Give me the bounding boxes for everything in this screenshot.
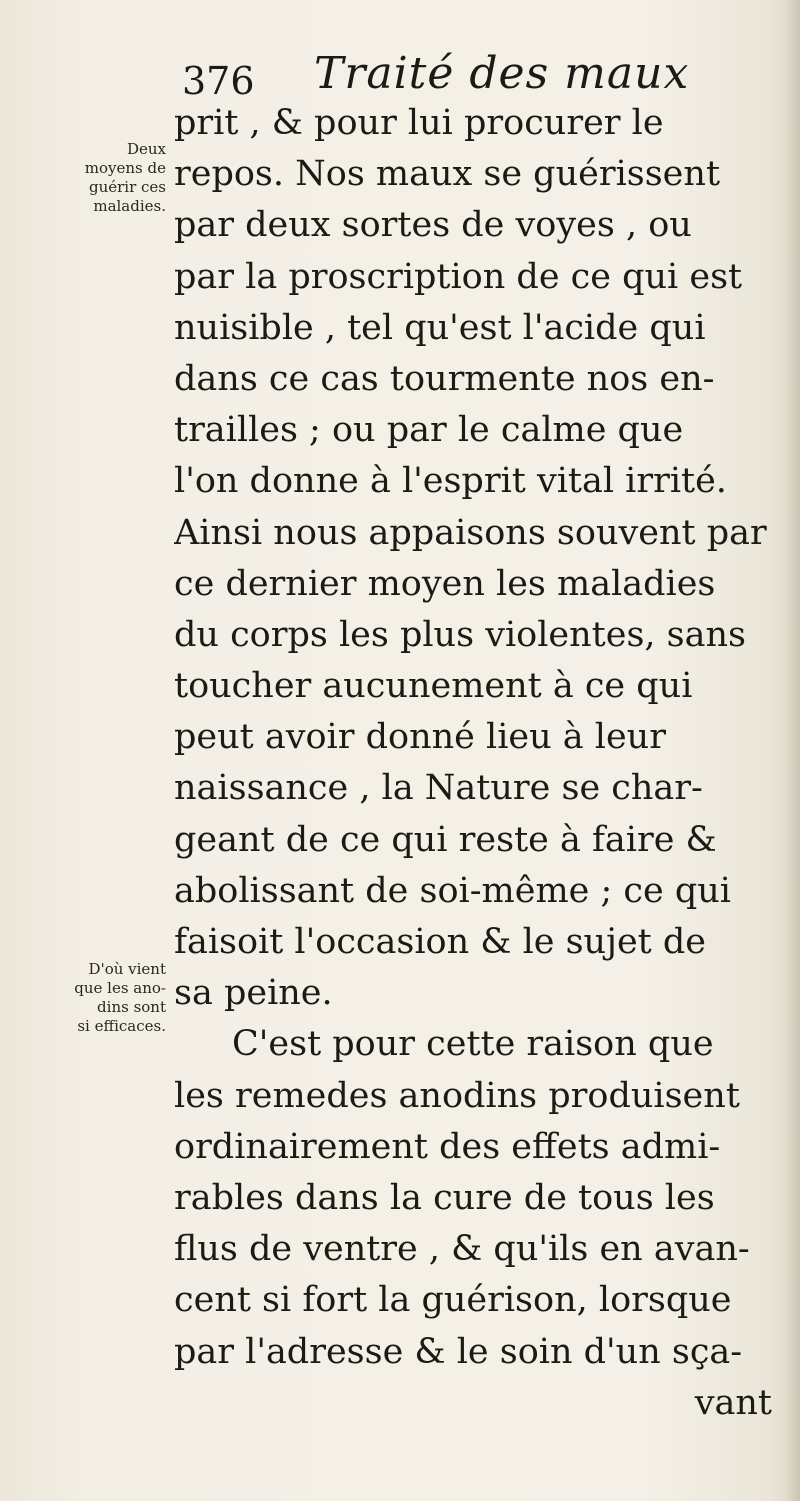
margin-note-line: maladies. <box>93 197 166 215</box>
text-line: naissance , la Nature se char- <box>174 768 703 809</box>
text-line: flus de ventre , & qu'ils en avan- <box>174 1229 750 1270</box>
margin-note-line: dins sont <box>97 998 166 1016</box>
text-line: cent si fort la guérison, lorsque <box>174 1280 732 1321</box>
text-line: sa peine. <box>174 973 333 1014</box>
text-line: abolissant de soi-même ; ce qui <box>174 870 731 911</box>
text-line: l'on donne à l'esprit vital irrité. <box>174 461 727 502</box>
running-title: Traité des maux <box>314 48 690 99</box>
page-edge-shadow <box>786 0 800 1501</box>
text-line: repos. Nos maux se guérissent <box>174 154 721 195</box>
margin-note-line: Deux <box>126 140 166 158</box>
text-line: trailles ; ou par le calme que <box>174 410 684 451</box>
text-line: peut avoir donné lieu à leur <box>174 717 666 758</box>
text-line: rables dans la cure de tous les <box>174 1177 715 1218</box>
text-line: geant de ce qui reste à faire & <box>174 819 717 860</box>
margin-note-line: guérir ces <box>88 178 166 196</box>
body-text <box>174 98 786 1429</box>
text-line: par la proscription de ce qui est <box>174 256 743 297</box>
text-line: faisoit l'occasion & le sujet de <box>174 922 706 962</box>
margin-note-line: moyens de <box>84 159 166 177</box>
text-line: toucher aucunement à ce qui <box>174 666 693 707</box>
text-line: prit , & pour lui procurer le <box>174 103 664 143</box>
margin-note-line: D'où vient <box>88 960 166 978</box>
text-line: par deux sortes de voyes , ou <box>174 205 692 246</box>
page-number: 376 <box>182 59 255 103</box>
text-line: ordinairement des effets admi- <box>174 1126 721 1167</box>
margin-note-anodynes <box>52 960 166 1036</box>
catchword: vant <box>694 1382 772 1423</box>
text-line: nuisible , tel qu'est l'acide qui <box>174 307 706 348</box>
text-line: par l'adresse & le soin d'un sça- <box>174 1331 743 1372</box>
text-line: les remedes anodins produisent <box>174 1075 740 1116</box>
margin-note-line: que les ano- <box>74 979 166 997</box>
margin-note-two-remedies <box>52 140 166 216</box>
margin-note-line: si efficaces. <box>77 1017 166 1035</box>
text-line: C'est pour cette raison que <box>232 1024 714 1065</box>
text-line: ce dernier moyen les maladies <box>174 563 716 604</box>
text-line: du corps les plus violentes, sans <box>174 614 746 655</box>
text-line: dans ce cas tourmente nos en- <box>174 358 715 399</box>
text-line: Ainsi nous appaisons souvent par <box>174 512 767 553</box>
